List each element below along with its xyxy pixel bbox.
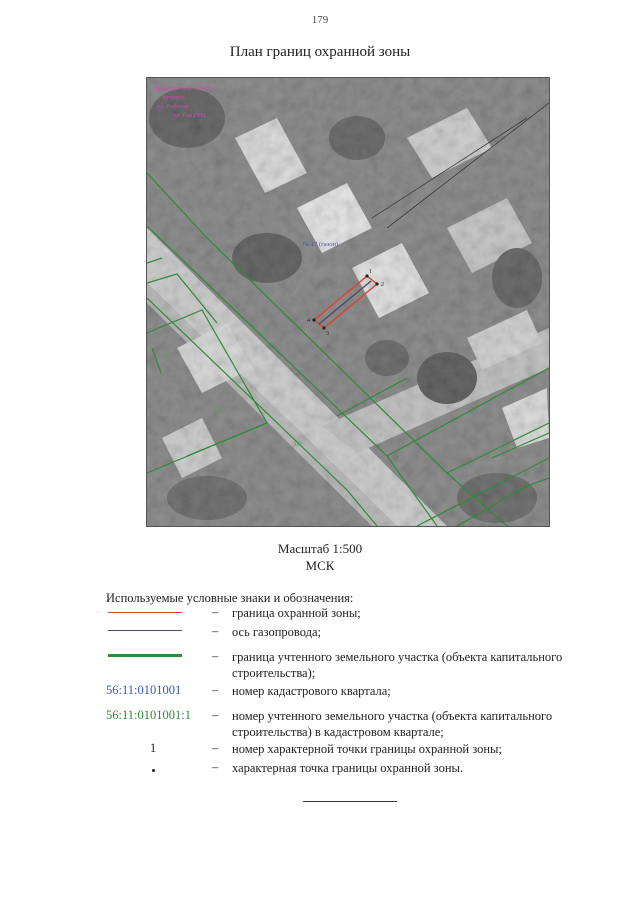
page-number: 179 bbox=[311, 14, 329, 26]
legend-dash: – bbox=[212, 624, 219, 638]
map-canvas[interactable] bbox=[147, 78, 549, 526]
point-label: 3 bbox=[326, 331, 329, 337]
legend-description: номер характерной точки границы охранной зоны; bbox=[232, 742, 502, 756]
boundary-point bbox=[312, 318, 315, 321]
legend-description: граница охранной зоны; bbox=[232, 606, 361, 620]
legend-description: ось газопровода; bbox=[232, 625, 322, 639]
boundary-point bbox=[322, 326, 325, 329]
legend-symbol: 56:11:0101001:1 bbox=[106, 708, 191, 722]
legend-description: номер учтенного земельного участка (объекта капитального строительства) в кадастровом квартале; bbox=[232, 709, 553, 739]
footer-rule bbox=[303, 801, 397, 802]
point-label: 2 bbox=[381, 282, 384, 288]
parcel-label: 335 bbox=[161, 354, 170, 360]
object-label: № 17 (газоп) bbox=[303, 241, 339, 248]
svg-text:Оренбургская область,: Оренбургская область, bbox=[153, 85, 216, 92]
legend-dash: – bbox=[212, 605, 219, 619]
legend-symbol bbox=[106, 649, 204, 665]
page-title: План границ охранной зоны bbox=[229, 44, 411, 60]
legend-dash: – bbox=[212, 683, 219, 697]
legend-dash: – bbox=[212, 649, 219, 663]
legend-symbol: 56:11:0101001 bbox=[106, 683, 182, 697]
legend-description: граница учтенного земельного участка (объекта капитального строительства); bbox=[232, 650, 563, 680]
boundary-point bbox=[375, 282, 378, 285]
legend-symbol bbox=[106, 760, 204, 776]
satellite-image bbox=[147, 78, 549, 526]
map-scale: Масштаб 1:500 bbox=[277, 541, 363, 556]
svg-text:ул. Рабочая: ул. Рабочая bbox=[157, 103, 189, 110]
parcel-label: 337 bbox=[259, 330, 268, 336]
legend-symbol bbox=[106, 605, 204, 621]
parcel-label: 458 bbox=[213, 408, 222, 414]
svg-text:г. Бузулук,: г. Бузулук, bbox=[157, 94, 186, 101]
svg-text:ул. Гая ГРП: ул. Гая ГРП bbox=[173, 112, 206, 119]
point-label: 4 bbox=[307, 318, 310, 324]
coordinate-system: МСК bbox=[305, 558, 335, 573]
legend-dash: – bbox=[212, 760, 219, 774]
map-view[interactable] bbox=[146, 77, 550, 527]
legend-description: номер кадастрового квартала; bbox=[232, 684, 391, 698]
point-label: 1 bbox=[369, 269, 372, 275]
legend-dash: – bbox=[212, 741, 219, 755]
point-dot-icon bbox=[152, 769, 155, 772]
legend-dash: – bbox=[212, 708, 219, 722]
legend-heading: Используемые условные знаки и обозначения: bbox=[106, 591, 354, 605]
parcel-label: 337 bbox=[293, 442, 302, 448]
legend-symbol bbox=[106, 624, 204, 640]
legend-symbol: 1 bbox=[150, 741, 157, 755]
legend-description: характерная точка границы охранной зоны. bbox=[232, 761, 464, 775]
